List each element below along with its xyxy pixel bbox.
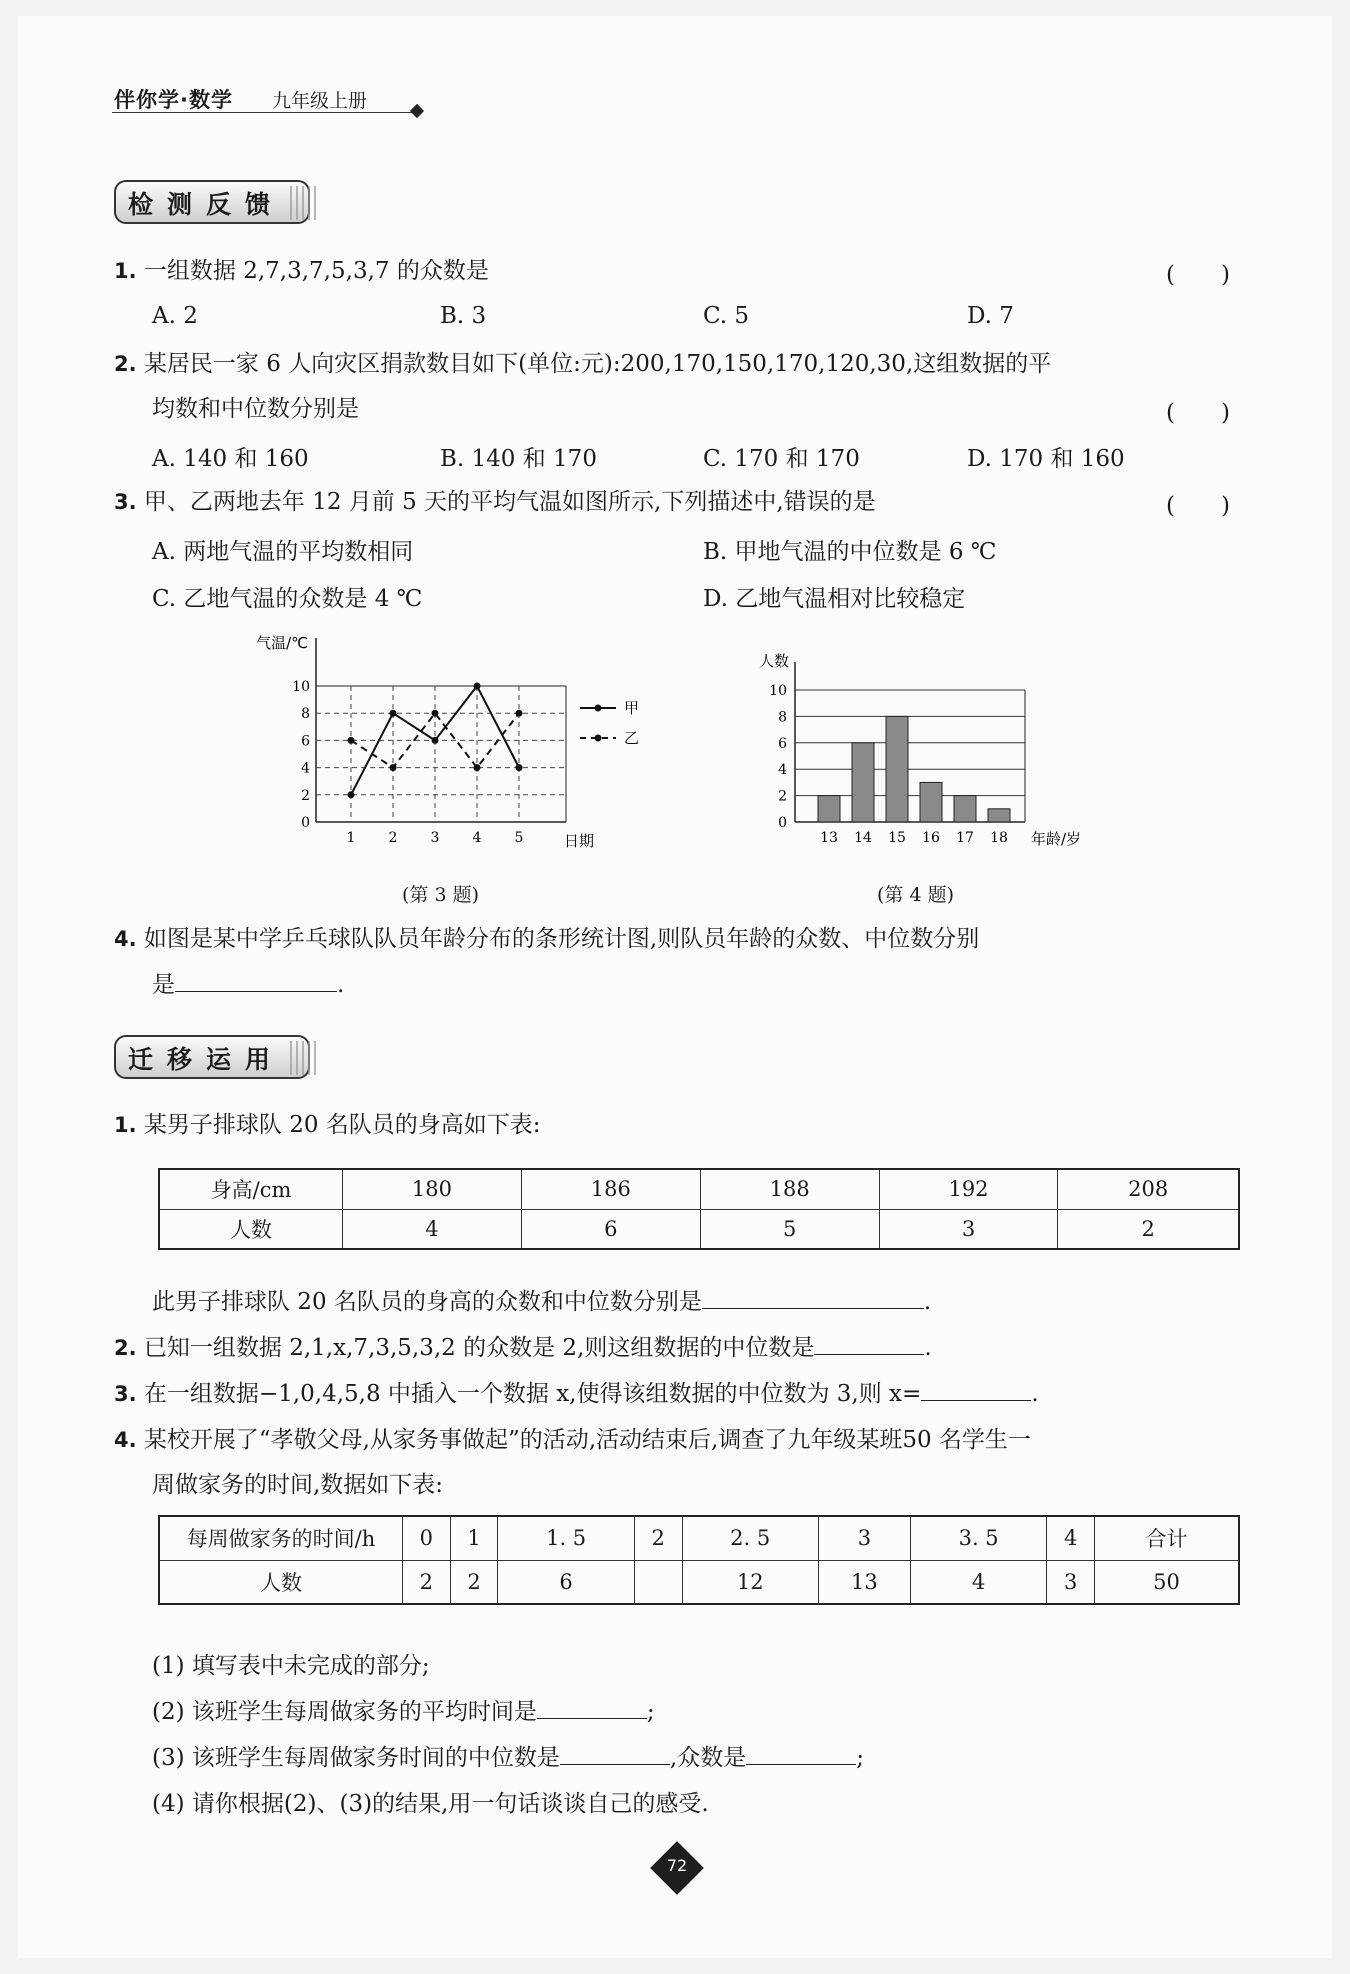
option-b: B. 甲地气温的中位数是 6 ℃ — [703, 539, 997, 565]
subquestion-1: (1) 填写表中未完成的部分; — [152, 1653, 430, 1679]
table-cell: 4 — [343, 1209, 522, 1249]
table-cell: 4 — [1047, 1516, 1095, 1560]
housework-table — [158, 1515, 1240, 1605]
subquestion-3: (3) 该班学生每周做家务时间的中位数是 ,众数是 ; — [152, 1745, 864, 1771]
data-point — [390, 764, 397, 771]
bar — [818, 796, 840, 822]
question-number: 3. — [114, 1382, 137, 1406]
y-tick-label: 0 — [778, 815, 787, 831]
question-4 — [114, 1425, 1031, 1455]
data-point — [348, 737, 355, 744]
option-a: A. 两地气温的平均数相同 — [152, 539, 414, 565]
table-cell: 5 — [700, 1209, 879, 1249]
data-point — [390, 710, 397, 717]
table-cell: 208 — [1058, 1169, 1239, 1209]
question-number: 1. — [114, 259, 137, 283]
question-text-line2: 周做家务的时间,数据如下表: — [152, 1472, 444, 1498]
question-1 — [114, 256, 489, 286]
table-cell-total: 50 — [1095, 1560, 1239, 1604]
question-text-line1: 某校开展了“孝敬父母,从家务事做起”的活动,活动结束后,调查了九年级某班50 名学生一 — [143, 1427, 1031, 1453]
answer-paren: ( ) — [1166, 262, 1230, 288]
option-c: C. 乙地气温的众数是 4 ℃ — [152, 586, 423, 612]
table-cell-total: 合计 — [1095, 1516, 1239, 1560]
answer-blank[interactable] — [921, 1382, 1031, 1401]
question-text: 已知一组数据 2,1,x,7,3,5,3,2 的众数是 2,则这组数据的中位数是 — [143, 1335, 815, 1361]
row-header: 人数 — [159, 1560, 403, 1604]
data-point — [516, 710, 523, 717]
bar — [852, 743, 874, 822]
question-3: 3. 在一组数据−1,0,4,5,8 中插入一个数据 x,使得该组数据的中位数为 3,则 x= . — [114, 1381, 1039, 1407]
figure-caption: (第 4 题) — [877, 884, 954, 906]
subquestion-2: (2) 该班学生每周做家务的平均时间是 ; — [152, 1699, 655, 1725]
y-tick-label: 10 — [292, 679, 310, 695]
question-text-line1: 如图是某中学乒乓球队队员年龄分布的条形统计图,则队员年龄的众数、中位数分别 — [143, 926, 980, 952]
table-cell: 2. 5 — [682, 1516, 818, 1560]
x-tick-label: 14 — [854, 830, 872, 846]
question-text-line2: 是 . — [152, 972, 345, 998]
table-cell: 2 — [403, 1560, 451, 1604]
y-tick-label: 6 — [301, 733, 310, 750]
bar — [988, 809, 1010, 822]
x-tick-label: 2 — [388, 830, 398, 846]
table-cell: 2 — [450, 1560, 498, 1604]
x-tick-label: 4 — [472, 830, 482, 846]
x-tick-label: 18 — [990, 830, 1008, 846]
question-number: 1. — [114, 1113, 137, 1137]
header-rule — [112, 112, 417, 113]
data-point — [516, 764, 523, 771]
question-2 — [114, 349, 1051, 379]
x-tick-label: 3 — [430, 830, 440, 846]
figure-caption: (第 3 题) — [402, 884, 479, 906]
legend-marker — [595, 705, 602, 712]
table-cell: 12 — [682, 1560, 818, 1604]
page-number: 72 — [666, 1856, 688, 1875]
x-tick-label: 16 — [922, 830, 940, 846]
temperature-line-chart — [240, 630, 660, 860]
x-tick-label: 15 — [888, 830, 906, 846]
table-cell: 2 — [1058, 1209, 1239, 1249]
question-2: 2. 已知一组数据 2,1,x,7,3,5,3,2 的众数是 2,则这组数据的中位数是 . — [114, 1335, 932, 1361]
row-header: 每周做家务的时间/h — [159, 1516, 403, 1560]
table-cell: 4 — [910, 1560, 1046, 1604]
y-tick-label: 8 — [778, 709, 787, 726]
x-tick-label: 13 — [820, 830, 838, 846]
y-axis-label: 人数 — [758, 652, 789, 670]
legend-label: 乙 — [624, 729, 640, 747]
header-brand: 伴你学·数学 — [114, 88, 233, 112]
x-axis-label: 年龄/岁 — [1031, 830, 1082, 848]
table-cell: 6 — [521, 1209, 700, 1249]
table-cell: 180 — [343, 1169, 522, 1209]
table-cell: 1. 5 — [498, 1516, 634, 1560]
x-axis-label: 日期 — [564, 832, 595, 850]
legend-marker — [595, 735, 602, 742]
answer-blank[interactable] — [702, 1290, 924, 1309]
table-cell: 1 — [450, 1516, 498, 1560]
question-text: 一组数据 2,7,3,7,5,3,7 的众数是 — [143, 258, 489, 284]
row-header: 身高/cm — [159, 1169, 343, 1209]
table-cell: 3 — [879, 1209, 1058, 1249]
data-point — [348, 791, 355, 798]
option-c: C. 170 和 170 — [703, 446, 860, 472]
answer-blank[interactable] — [746, 1746, 856, 1765]
header-grade: 九年级上册 — [272, 90, 368, 112]
data-point — [432, 710, 439, 717]
subquestion-4: (4) 请你根据(2)、(3)的结果,用一句话谈谈自己的感受. — [152, 1791, 709, 1817]
x-tick-label: 1 — [346, 830, 356, 846]
question-text-line1: 某居民一家 6 人向灾区捐款数目如下(单位:元):200,170,150,170,120,30,这组数据的平 — [143, 351, 1052, 377]
table-cell: 3. 5 — [910, 1516, 1046, 1560]
answer-blank[interactable] — [175, 973, 337, 992]
section-title: 迁移运用 — [128, 1045, 285, 1074]
table-cell: 192 — [879, 1169, 1058, 1209]
bar — [920, 782, 942, 822]
legend-label: 甲 — [624, 699, 640, 717]
table-cell: 2 — [634, 1516, 682, 1560]
y-tick-label: 6 — [778, 735, 787, 752]
age-bar-chart — [735, 650, 1115, 860]
section-title: 检测反馈 — [128, 190, 285, 219]
x-tick-label: 5 — [514, 830, 524, 846]
option-b: B. 3 — [440, 303, 487, 329]
data-point — [432, 737, 439, 744]
y-tick-label: 8 — [301, 706, 310, 723]
question-number: 3. — [114, 490, 137, 514]
data-point — [474, 683, 481, 690]
table-cell: 188 — [700, 1169, 879, 1209]
question-text: 甲、乙两地去年 12 月前 5 天的平均气温如图所示,下列描述中,错误的是 — [143, 489, 876, 515]
y-axis-label: 气温/℃ — [256, 634, 308, 652]
question-number: 2. — [114, 1336, 137, 1360]
bar — [886, 716, 908, 822]
table-cell: 0 — [403, 1516, 451, 1560]
option-d: D. 170 和 160 — [967, 446, 1125, 472]
question-3 — [114, 487, 876, 517]
y-tick-label: 0 — [301, 815, 310, 831]
y-tick-label: 2 — [778, 788, 787, 805]
y-tick-label: 2 — [301, 787, 310, 804]
question-number: 4. — [114, 927, 137, 951]
question-4 — [114, 924, 979, 954]
option-c: C. 5 — [703, 303, 750, 329]
question-1 — [114, 1110, 541, 1140]
option-b: B. 140 和 170 — [440, 446, 597, 472]
answer-paren: ( ) — [1166, 493, 1230, 519]
question-text-line2: 均数和中位数分别是 — [152, 396, 359, 422]
table-cell: 13 — [818, 1560, 910, 1604]
option-a: A. 2 — [152, 303, 198, 329]
answer-paren: ( ) — [1166, 400, 1230, 426]
y-tick-label: 4 — [301, 760, 310, 777]
answer-blank[interactable] — [537, 1700, 647, 1719]
y-tick-label: 4 — [778, 762, 787, 779]
option-d: D. 7 — [967, 303, 1014, 329]
question-number: 2. — [114, 352, 137, 376]
question-number: 4. — [114, 1428, 137, 1452]
answer-blank[interactable] — [814, 1336, 924, 1355]
table-cell: 6 — [498, 1560, 634, 1604]
bar — [954, 796, 976, 822]
table-cell: 186 — [521, 1169, 700, 1209]
question-followup: 此男子排球队 20 名队员的身高的众数和中位数分别是 . — [152, 1289, 932, 1315]
question-text: 在一组数据−1,0,4,5,8 中插入一个数据 x,使得该组数据的中位数为 3,则 x= — [143, 1381, 922, 1407]
section-heading-application — [114, 1035, 320, 1081]
data-point — [474, 764, 481, 771]
y-tick-label: 10 — [769, 683, 787, 699]
table-cell-blank[interactable] — [634, 1560, 682, 1604]
section-heading-feedback — [114, 180, 320, 226]
table-cell: 3 — [818, 1516, 910, 1560]
option-a: A. 140 和 160 — [152, 446, 309, 472]
height-table — [158, 1168, 1240, 1250]
row-header: 人数 — [159, 1209, 343, 1249]
x-tick-label: 17 — [956, 830, 974, 846]
answer-blank[interactable] — [560, 1746, 670, 1765]
table-cell: 3 — [1047, 1560, 1095, 1604]
question-text: 某男子排球队 20 名队员的身高如下表: — [143, 1112, 541, 1138]
option-d: D. 乙地气温相对比较稳定 — [703, 586, 966, 612]
